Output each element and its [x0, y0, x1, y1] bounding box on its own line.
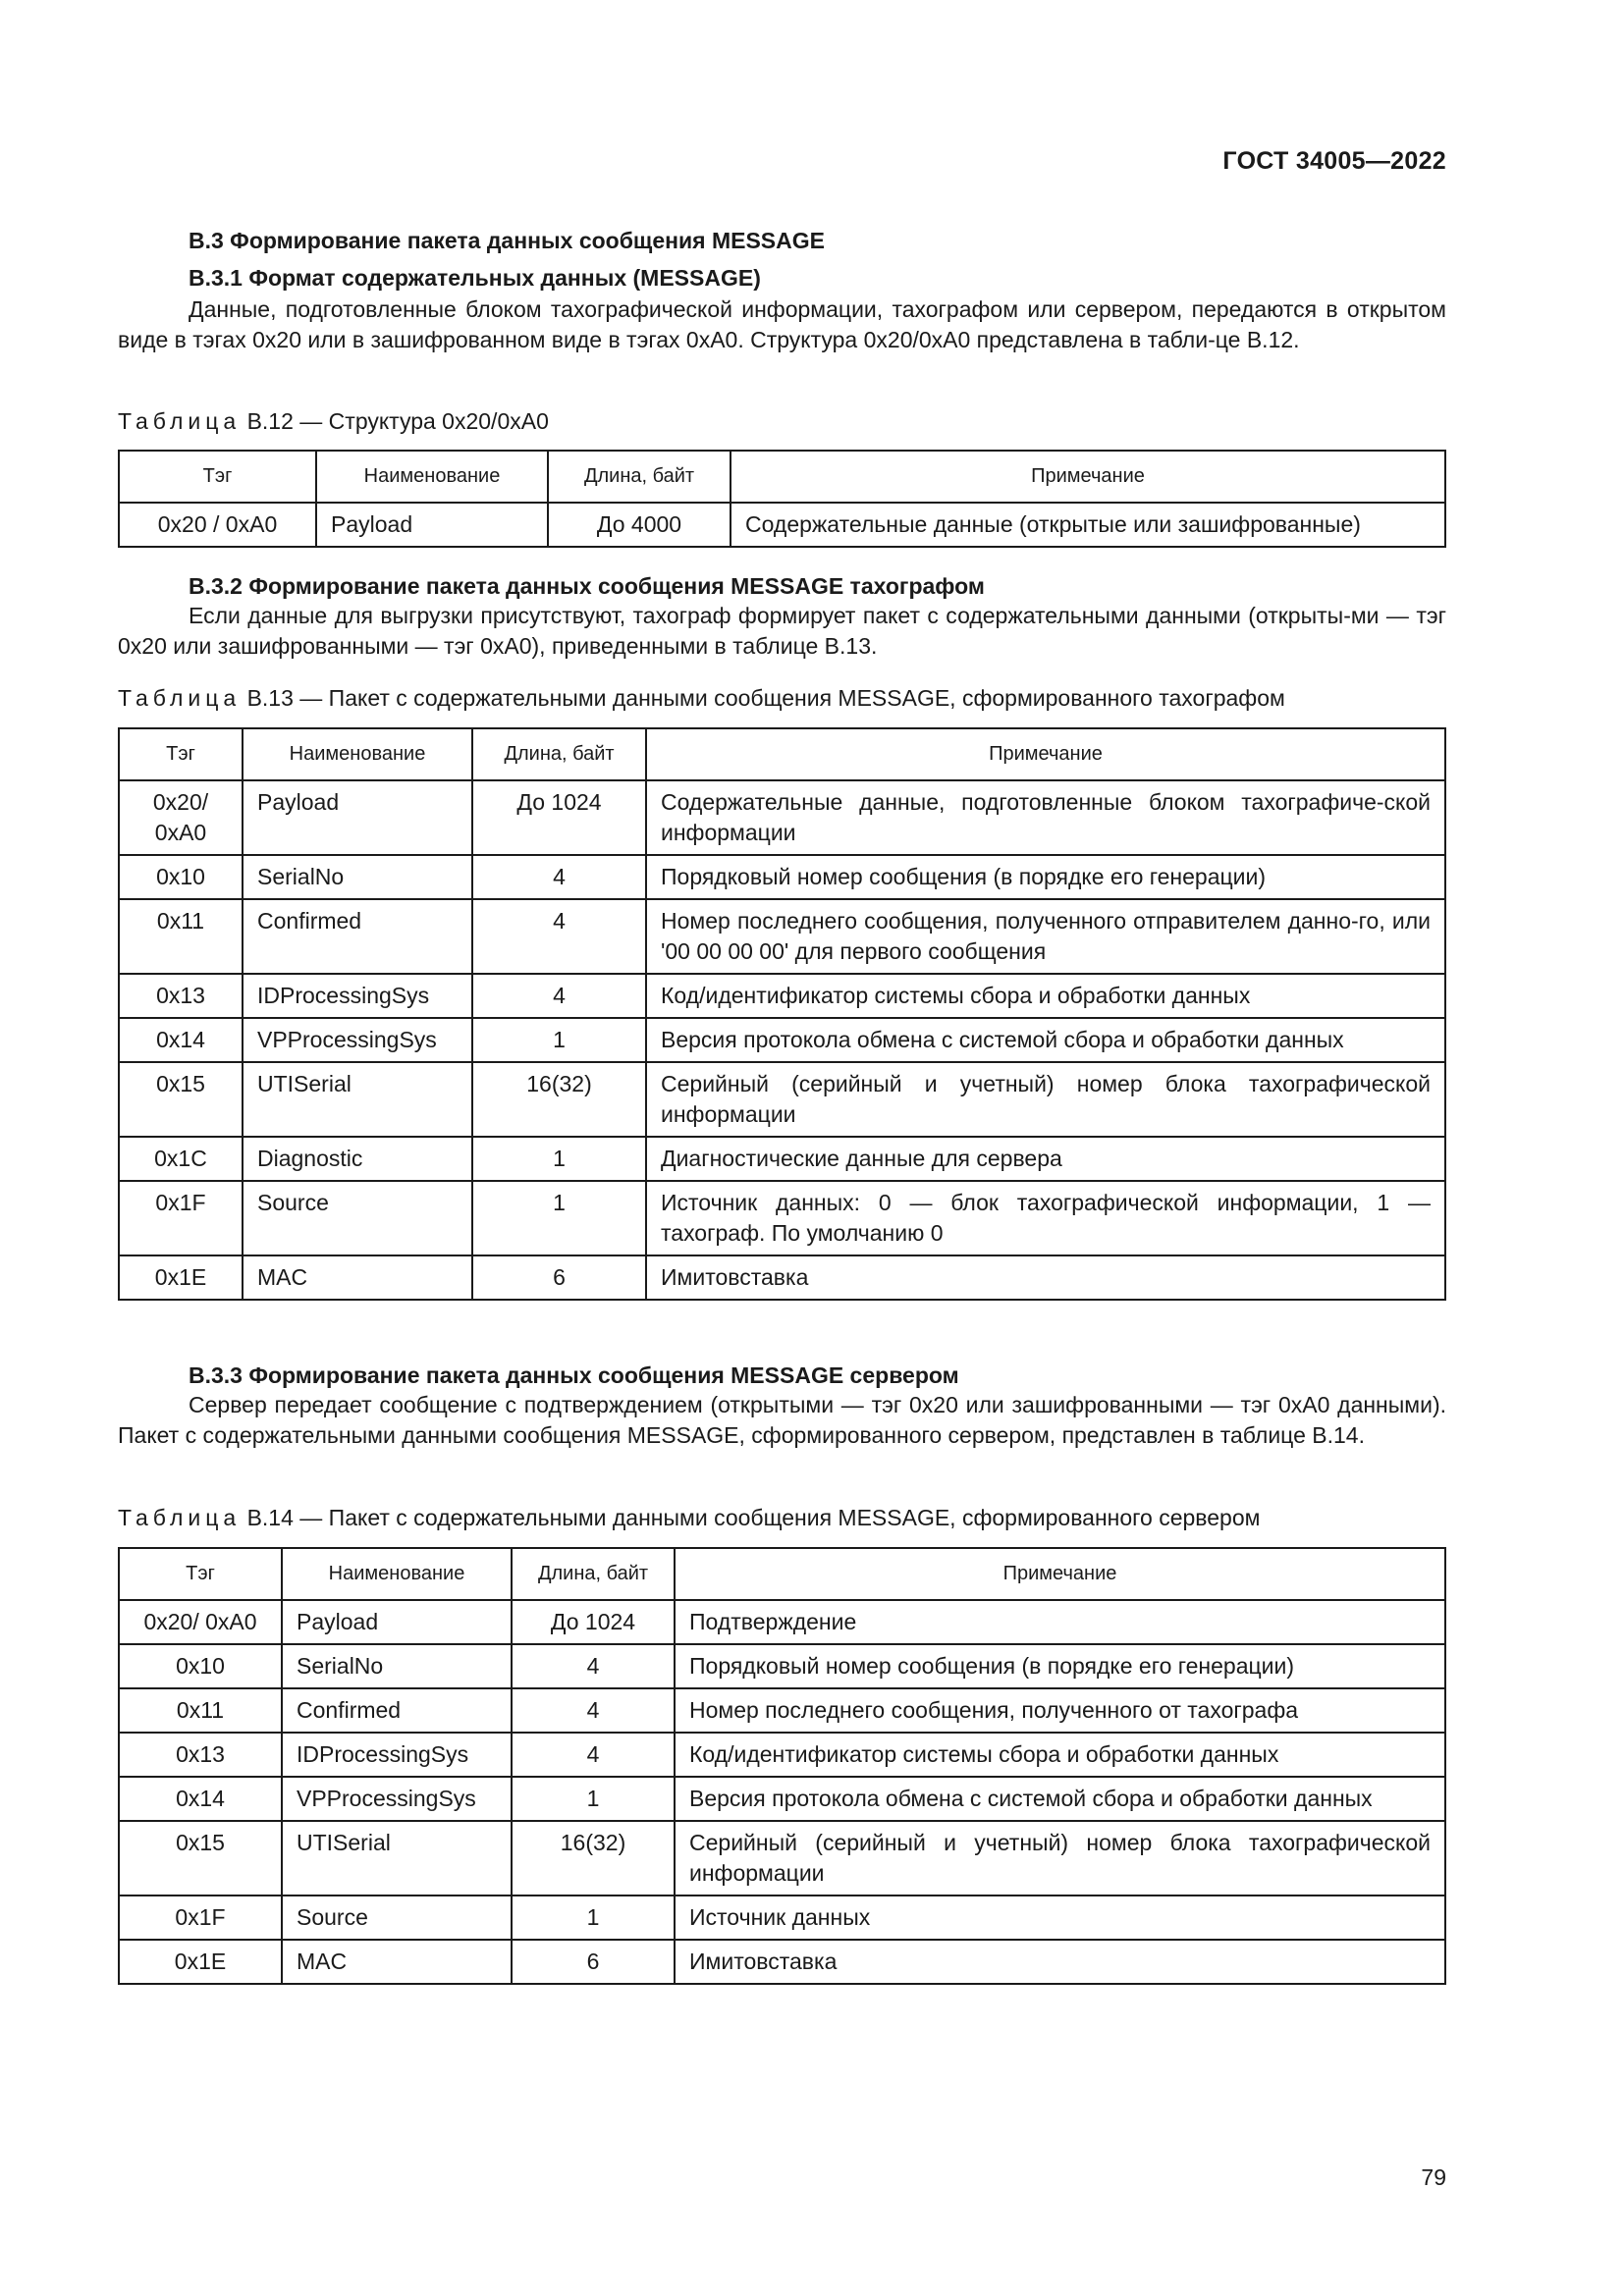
name-cell: UTISerial	[243, 1062, 472, 1137]
length-cell: 1	[472, 1181, 646, 1255]
table-caption-b13	[118, 685, 1285, 712]
table-row	[119, 780, 1445, 855]
note-cell: Код/идентификатор системы сбора и обработки данных	[646, 974, 1445, 1018]
tag-cell: 0x13	[119, 974, 243, 1018]
name-cell: SerialNo	[282, 1644, 512, 1688]
length-cell: 1	[512, 1777, 675, 1821]
length-cell: 6	[472, 1255, 646, 1300]
table-row	[119, 1896, 1445, 1940]
note-cell: Подтверждение	[675, 1600, 1445, 1644]
name-cell: Confirmed	[243, 899, 472, 974]
name-cell: Payload	[316, 503, 548, 547]
subsection-title-b33: В.3.3 Формирование пакета данных сообщения MESSAGE сервером	[189, 1362, 959, 1388]
length-cell: До 4000	[548, 503, 731, 547]
length-cell: 4	[512, 1733, 675, 1777]
length-cell: 16(32)	[512, 1821, 675, 1896]
paragraph-b33: Сервер передает сообщение с подтверждением (открытыми — тэг 0x20 или зашифрованными — тэг 0xA0 данными). Пакет с содержательными данными сообщения MESSAGE, сформированного сервером, представлен в таблице В.14.	[118, 1392, 1446, 1448]
table-header-row	[119, 1548, 1445, 1600]
tag-cell: 0x10	[119, 1644, 282, 1688]
name-cell: MAC	[282, 1940, 512, 1984]
table-row	[119, 899, 1445, 974]
table-row	[119, 1821, 1445, 1896]
tag-cell: 0x14	[119, 1777, 282, 1821]
note-cell: Номер последнего сообщения, полученного от тахографа	[675, 1688, 1445, 1733]
note-cell: Серийный (серийный и учетный) номер блока тахографической информации	[675, 1821, 1445, 1896]
column-header-length: Длина, байт	[548, 451, 731, 503]
tag-cell: 0x15	[119, 1821, 282, 1896]
table-row	[119, 1181, 1445, 1255]
note-cell: Имитовставка	[675, 1940, 1445, 1984]
name-cell: IDProcessingSys	[243, 974, 472, 1018]
caption-prefix: Таблица	[118, 408, 242, 434]
length-cell: 1	[512, 1896, 675, 1940]
note-cell: Содержательные данные (открытые или зашифрованные)	[731, 503, 1445, 547]
length-cell: 4	[512, 1644, 675, 1688]
column-header-note: Примечание	[646, 728, 1445, 780]
caption-prefix: Таблица	[118, 1505, 242, 1530]
length-cell: До 1024	[512, 1600, 675, 1644]
name-cell: VPProcessingSys	[243, 1018, 472, 1062]
length-cell: 4	[472, 974, 646, 1018]
length-cell: 4	[472, 855, 646, 899]
tag-cell: 0x1F	[119, 1896, 282, 1940]
table-body	[119, 503, 1445, 547]
name-cell: Payload	[282, 1600, 512, 1644]
section-title-b3: В.3 Формирование пакета данных сообщения MESSAGE	[189, 228, 825, 253]
table-row	[119, 1644, 1445, 1688]
name-cell: Payload	[243, 780, 472, 855]
table-row	[119, 974, 1445, 1018]
table-b12	[118, 450, 1446, 548]
note-cell: Содержательные данные, подготовленные блоком тахографиче-ской информации	[646, 780, 1445, 855]
note-cell: Порядковый номер сообщения (в порядке его генерации)	[646, 855, 1445, 899]
note-cell: Источник данных: 0 — блок тахографической информации, 1 — тахограф. По умолчанию 0	[646, 1181, 1445, 1255]
table-body	[119, 780, 1445, 1300]
tag-cell: 0x1F	[119, 1181, 243, 1255]
table-row	[119, 1062, 1445, 1137]
tag-cell: 0x20/ 0xA0	[119, 780, 243, 855]
tag-cell: 0x14	[119, 1018, 243, 1062]
tag-cell: 0x1E	[119, 1255, 243, 1300]
tag-cell: 0x1E	[119, 1940, 282, 1984]
name-cell: Source	[243, 1181, 472, 1255]
table-row	[119, 1777, 1445, 1821]
table-caption-b14	[118, 1505, 1260, 1531]
table-row	[119, 1018, 1445, 1062]
note-cell: Код/идентификатор системы сбора и обработки данных	[675, 1733, 1445, 1777]
table-row	[119, 1733, 1445, 1777]
table-row	[119, 855, 1445, 899]
note-cell: Порядковый номер сообщения (в порядке его генерации)	[675, 1644, 1445, 1688]
length-cell: 1	[472, 1018, 646, 1062]
tag-cell: 0x15	[119, 1062, 243, 1137]
table-b13	[118, 727, 1446, 1301]
length-cell: 4	[512, 1688, 675, 1733]
table-row	[119, 1600, 1445, 1644]
paragraph-b31: Данные, подготовленные блоком тахографической информации, тахографом или сервером, передаются в открытом виде в тэгах 0x20 или в зашифрованном виде в тэгах 0xA0. Структура 0x20/0xA0 представлена в табли-це В.12.	[118, 296, 1446, 352]
table-caption-b12	[118, 408, 549, 435]
column-header-note: Примечание	[675, 1548, 1445, 1600]
note-cell: Серийный (серийный и учетный) номер блока тахографической информации	[646, 1062, 1445, 1137]
caption-text: В.13 — Пакет с содержательными данными сообщения MESSAGE, сформированного тахографом	[241, 685, 1285, 711]
table-header-row	[119, 728, 1445, 780]
note-cell: Версия протокола обмена с системой сбора и обработки данных	[646, 1018, 1445, 1062]
page-number: 79	[1421, 2164, 1446, 2190]
subsection-title-b31: В.3.1 Формат содержательных данных (MESSAGE)	[189, 265, 761, 291]
tag-cell: 0x1C	[119, 1137, 243, 1181]
document-id: ГОСТ 34005—2022	[1222, 147, 1446, 175]
note-cell: Диагностические данные для сервера	[646, 1137, 1445, 1181]
column-header-name: Наименование	[282, 1548, 512, 1600]
name-cell: UTISerial	[282, 1821, 512, 1896]
note-cell: Имитовставка	[646, 1255, 1445, 1300]
column-header-name: Наименование	[316, 451, 548, 503]
column-header-tag: Тэг	[119, 1548, 282, 1600]
column-header-length: Длина, байт	[472, 728, 646, 780]
tag-cell: 0x10	[119, 855, 243, 899]
name-cell: Source	[282, 1896, 512, 1940]
name-cell: Diagnostic	[243, 1137, 472, 1181]
tag-cell: 0x20 / 0xA0	[119, 503, 316, 547]
column-header-name: Наименование	[243, 728, 472, 780]
tag-cell: 0x20/ 0xA0	[119, 1600, 282, 1644]
column-header-length: Длина, байт	[512, 1548, 675, 1600]
paragraph-b32: Если данные для выгрузки присутствуют, тахограф формирует пакет с содержательными данными (открыты-ми — тэг 0x20 или зашифрованными — тэг 0xA0), приведенными в таблице В.13.	[118, 603, 1446, 659]
table-row	[119, 503, 1445, 547]
caption-prefix: Таблица	[118, 685, 242, 711]
column-header-note: Примечание	[731, 451, 1445, 503]
column-header-tag: Тэг	[119, 451, 316, 503]
length-cell: 4	[472, 899, 646, 974]
table-row	[119, 1940, 1445, 1984]
table-row	[119, 1137, 1445, 1181]
note-cell: Версия протокола обмена с системой сбора и обработки данных	[675, 1777, 1445, 1821]
table-row	[119, 1255, 1445, 1300]
tag-cell: 0x13	[119, 1733, 282, 1777]
table-row	[119, 1688, 1445, 1733]
length-cell: 16(32)	[472, 1062, 646, 1137]
caption-text: В.12 — Структура 0x20/0xA0	[241, 408, 549, 434]
subsection-title-b32: В.3.2 Формирование пакета данных сообщения MESSAGE тахографом	[189, 573, 985, 599]
name-cell: Confirmed	[282, 1688, 512, 1733]
table-b14	[118, 1547, 1446, 1985]
column-header-tag: Тэг	[119, 728, 243, 780]
tag-cell: 0x11	[119, 899, 243, 974]
name-cell: VPProcessingSys	[282, 1777, 512, 1821]
length-cell: 1	[472, 1137, 646, 1181]
table-body	[119, 1600, 1445, 1984]
note-cell: Источник данных	[675, 1896, 1445, 1940]
caption-text: В.14 — Пакет с содержательными данными сообщения MESSAGE, сформированного сервером	[241, 1505, 1261, 1530]
table-header-row	[119, 451, 1445, 503]
note-cell: Номер последнего сообщения, полученного отправителем данно-го, или '00 00 00 00' для первого сообщения	[646, 899, 1445, 974]
name-cell: SerialNo	[243, 855, 472, 899]
tag-cell: 0x11	[119, 1688, 282, 1733]
length-cell: До 1024	[472, 780, 646, 855]
length-cell: 6	[512, 1940, 675, 1984]
name-cell: MAC	[243, 1255, 472, 1300]
name-cell: IDProcessingSys	[282, 1733, 512, 1777]
